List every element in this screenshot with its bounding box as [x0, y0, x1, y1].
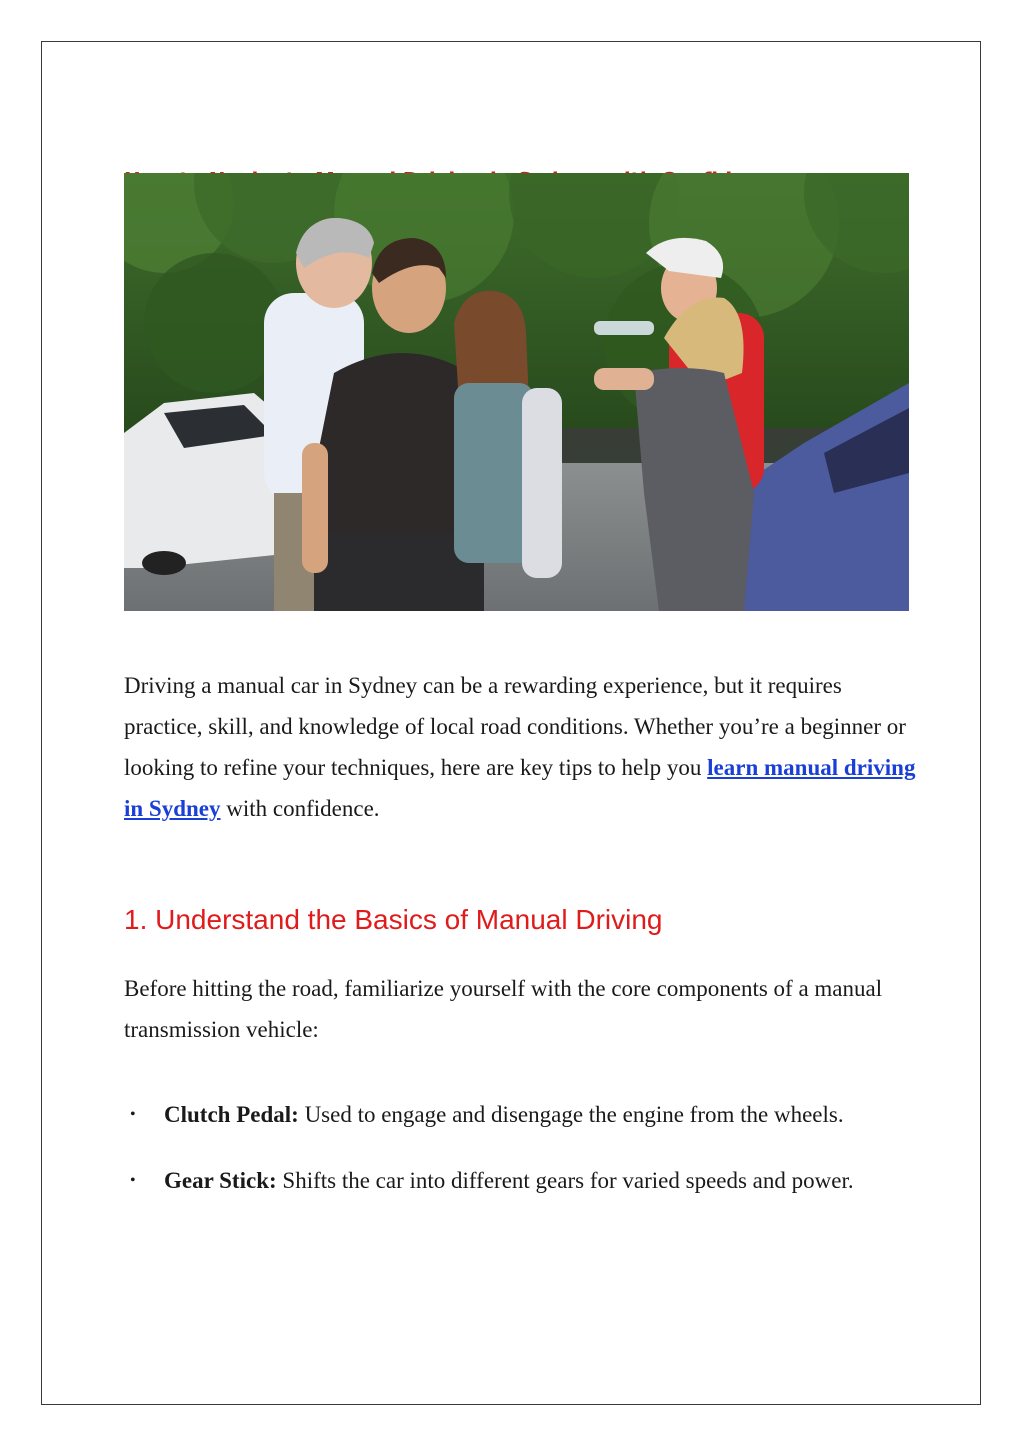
list-item: [124, 1160, 924, 1201]
bullet-dot-icon: •: [130, 1106, 136, 1123]
intro-text-before-link: Driving a manual car in Sydney can be a rewarding experience, but it requires practice, skill, and knowledge of local road conditions. Whether you’re a beginner or looking to refine your techniques, here are key tips to help you: [124, 673, 906, 780]
list-item: [124, 1094, 924, 1135]
list-item-description: Used to engage and disengage the engine from the wheels.: [298, 1102, 844, 1127]
list-item-description: Shifts the car into different gears for varied speeds and power.: [276, 1168, 854, 1193]
hero-photo: [124, 173, 909, 611]
list-item-term: Gear Stick:: [164, 1168, 277, 1193]
learn-manual-driving-link[interactable]: learn manual driving in Sydney: [124, 755, 916, 821]
list-item-term: Clutch Pedal:: [164, 1102, 299, 1127]
components-list: [124, 1094, 924, 1226]
section-heading: 1. Understand the Basics of Manual Driving: [124, 904, 663, 935]
section-paragraph: Before hitting the road, familiarize yourself with the core components of a manual transmission vehicle:: [124, 976, 883, 1042]
intro-paragraph: [124, 665, 924, 829]
document-page: [41, 41, 981, 1405]
bullet-dot-icon: •: [130, 1172, 136, 1189]
intro-text-after-link: with confidence.: [220, 796, 380, 821]
